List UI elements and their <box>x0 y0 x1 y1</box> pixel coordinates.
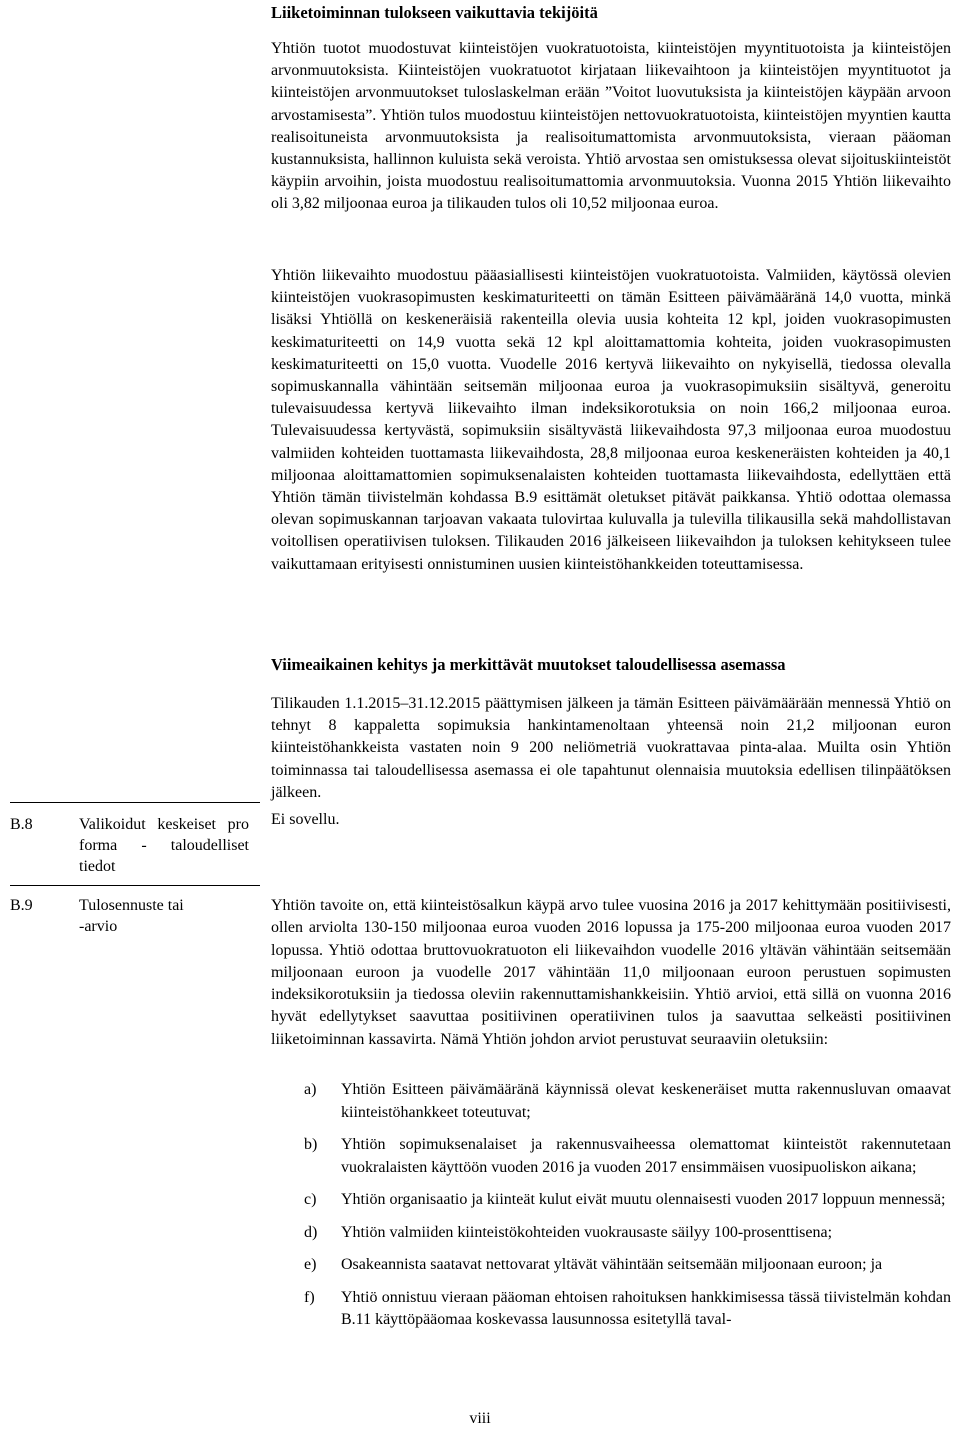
section-number-b9: B.9 <box>10 897 33 914</box>
assumption-item <box>271 1254 951 1277</box>
results-factors-paragraph-1: Yhtiön tuotot muodostuvat kiinteistöjen vuokratuotoista, kiinteistöjen myyntituotoista ja kiinteistöjen arvonmuutoksista. Kiinteistöjen vuokratuotot kirjataan liikevaihtoon ja kiinteistöjen myyntituotot ja kiinteistöjen arvonmuutokset tuloslaskelman erään ”Voitot luovutuksista ja kiinteistöjen käypään arvoon arvostamisesta”. Yhtiön tulos muodostuu kiinteistöjen nettovuokratuotoista, kiinteistöjen myyntien kautta realisoituneista arvonmuutoksista ja realisoitumattomista arvonmuutoksista, vieraan pääoman kustannuksista, hallinnon kuluista sekä veroista. Yhtiö arvostaa sen omistuksessa olevat sijoituskiinteistöt käypiin arvoihin, joista muodostuu realisoitumattomia arvonmuutoksia. Vuonna 2015 Yhtiön liikevaihto oli 3,82 miljoonaa euroa ja tilikauden tulos oli 10,52 miljoonaa euroa. <box>271 40 951 213</box>
row-divider-b8 <box>10 802 260 803</box>
section-heading-results-factors: Liiketoiminnan tulokseen vaikuttavia tekijöitä <box>271 3 598 22</box>
assumption-item <box>271 1287 951 1332</box>
page-number: viii <box>469 1410 491 1427</box>
recent-developments-paragraph: Tilikauden 1.1.2015–31.12.2015 päättymisen jälkeen ja tämän Esitteen päivämäärään mennessä Yhtiö on tehnyt 8 kappaletta sopimuksia hankintamenoltaan yhteensä noin 21,2 miljoonan euron kiinteistöhankkeista vastaten noin 9 200 neliömetriä vuokrattavaa pinta-alaa. Muilta osin Yhtiön toiminnassa tai taloudellisessa asemassa ei ole tapahtunut olennaisia muutoksia edellisen tilinpäätöksen jälkeen. <box>271 695 951 801</box>
assumption-text: Yhtiö onnistuu vieraan pääoman ehtoisen rahoituksen hankkimisessa tässä tiivistelmän kohdan B.11 käyttöpääomaa koskevassa lausunnossa esitetyllä taval- <box>341 1288 951 1328</box>
assumption-marker: c) <box>304 1191 317 1208</box>
assumption-text: Yhtiön Esitteen päivämääränä käynnissä olevat keskeneräiset mutta rakennusluvan omaavat kiinteistöhankkeet toteutuvat; <box>341 1081 951 1121</box>
section-number-b8: B.8 <box>10 816 33 833</box>
section-title-b9: Tulosennuste tai -arvio <box>79 897 184 935</box>
assumption-item <box>271 1079 951 1124</box>
assumption-item <box>271 1134 951 1179</box>
assumption-text: Yhtiön valmiiden kiinteistökohteiden vuokrausaste säilyy 100-prosenttisena; <box>341 1223 833 1241</box>
b9-paragraph: Yhtiön tavoite on, että kiinteistösalkun käypä arvo tulee vuosina 2016 ja 2017 kehittymään positiivisesti, ollen arviolta 130-150 miljoonaa euroa vuoden 2016 lopussa ja 175-200 miljoonaa euroa vuoden 2017 lopussa. Yhtiö odottaa bruttovuokratuoton eli liikevaihdon vuodelle 2016 yltävän vähintään seitsemään miljoonaan euroon ja vuodelle 2017 vähintään 11,0 miljoonaan euroon perustuen sopimusten indeksikorotuksiin ja tiedossa oleviin rakennuttamishankkeisiin. Yhtiö arvioi, että sillä on vuonna 2016 hyvät edellytykset saavuttaa positiivinen operatiivinen tulos ja saavuttaa selkeästi positiivinen liiketoiminnan kassavirta. Nämä Yhtiön johdon arviot perustuvat seuraaviin oletuksiin: <box>271 897 951 1048</box>
b9-assumptions-list <box>271 1079 951 1342</box>
section-title-b8: Valikoidut keskeiset pro forma - taloudelliset tiedot <box>79 816 249 875</box>
b8-content: Ei sovellu. <box>271 811 340 828</box>
assumption-text: Yhtiön sopimuksenalaiset ja rakennusvaiheessa olemattomat kiinteistöt rakennutetaan vuokralaisten käyttöön vuoden 2016 ja vuoden 2017 ensimmäisen vuosipuoliskon aikana; <box>341 1136 951 1176</box>
assumption-marker: b) <box>304 1136 318 1153</box>
assumption-marker: a) <box>304 1081 317 1098</box>
assumption-text: Osakeannista saatavat nettovarat yltävät vähintään seitsemään miljoonaan euroon; ja <box>341 1256 883 1273</box>
results-factors-paragraph-2: Yhtiön liikevaihto muodostuu pääasiallisesti kiinteistöjen vuokratuotoista. Valmiiden, käytössä olevien kiinteistöjen vuokrasopimusten keskimaturiteetti on tämän Esitteen päivämääränä 14,0 vuotta, minkä lisäksi Yhtiöllä on keskeneräisiä rakenteilla olevia uusia kohteita 12 kpl, joiden vuokrasopimusten keskimaturiteetti on 14,9 vuotta sekä 12 kpl aloittamattomia kohteita, joiden vuokrasopimusten keskimaturiteetti on 15,0 vuotta. Vuodelle 2016 kertyvä liikevaihto on nykyisellä, tiedossa olevalla sopimuskannalla vähintään seitsemän miljoonaa euroa ja vuokrasopimuksiin sisältyvä, generoitu tulevaisuudessa kertyvä liikevaihto ilman indeksikorotuksia on noin 166,2 miljoonaa euroa. Tulevaisuudessa kertyvästä, sopimuksiin sisältyvästä liikevaihdosta 97,3 miljoonaa euroa muodostuu valmiiden kohteiden tuottamasta liikevaihdosta, 28,8 miljoonaa euroa keskeneräisten kohteiden ja 40,1 miljoonaa aloittamattomien sopimuksenalaisten kohteiden tuottamasta liikevaihdosta, edellyttäen että Yhtiön tämän tiivistelmän kohdassa B.9 esittämät oletukset pitävät paikkansa. Yhtiö odottaa olemassa olevan sopimuskannan tarjoavan vakaata tulovirtaa kuluvalla ja tulevilla tilikausilla sekä mahdollistavan voitollisen operatiivisen tuloksen. Tilikauden 2016 jälkeiseen liikevaihdon ja tuloksen kehitykseen tulee vaikuttamaan erityisesti onnistuminen uusien kiinteistöhankkeiden toteuttamisessa. <box>271 267 951 573</box>
assumption-marker: f) <box>304 1288 315 1306</box>
assumption-text: Yhtiön organisaatio ja kiinteät kulut eivät muutu olennaisesti vuoden 2017 loppuun mennessä; <box>341 1191 946 1208</box>
assumption-marker: d) <box>304 1223 318 1241</box>
section-heading-recent-developments: Viimeaikainen kehitys ja merkittävät muutokset taloudellisessa asemassa <box>271 655 786 674</box>
assumption-item <box>271 1222 951 1245</box>
row-divider-b9 <box>10 885 260 886</box>
assumption-item <box>271 1189 951 1212</box>
assumption-marker: e) <box>304 1256 317 1273</box>
